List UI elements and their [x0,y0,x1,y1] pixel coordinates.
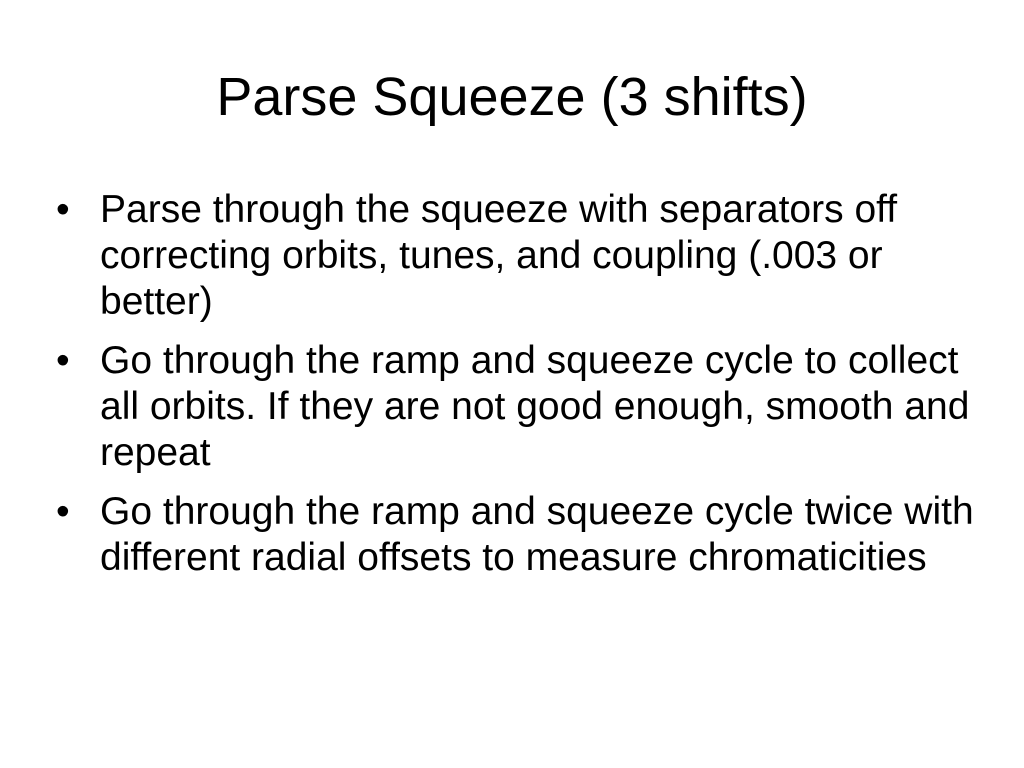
bullet-list [50,187,980,594]
bullet-icon: • [56,339,70,382]
bullet-icon: • [56,490,70,533]
bullet-item [50,489,980,581]
slide-title: Parse Squeeze (3 shifts) [216,67,808,127]
bullet-text: Go through the ramp and squeeze cycle twice with different radial offsets to measure chromaticities [100,490,974,579]
bullet-text: Parse through the squeeze with separators off correcting orbits, tunes, and coupling (.003 or better) [100,188,898,323]
bullet-item [50,187,980,325]
bullet-item [50,338,980,476]
bullet-icon: • [56,188,70,231]
bullet-text: Go through the ramp and squeeze cycle to collect all orbits. If they are not good enough, smooth and repeat [100,339,970,474]
